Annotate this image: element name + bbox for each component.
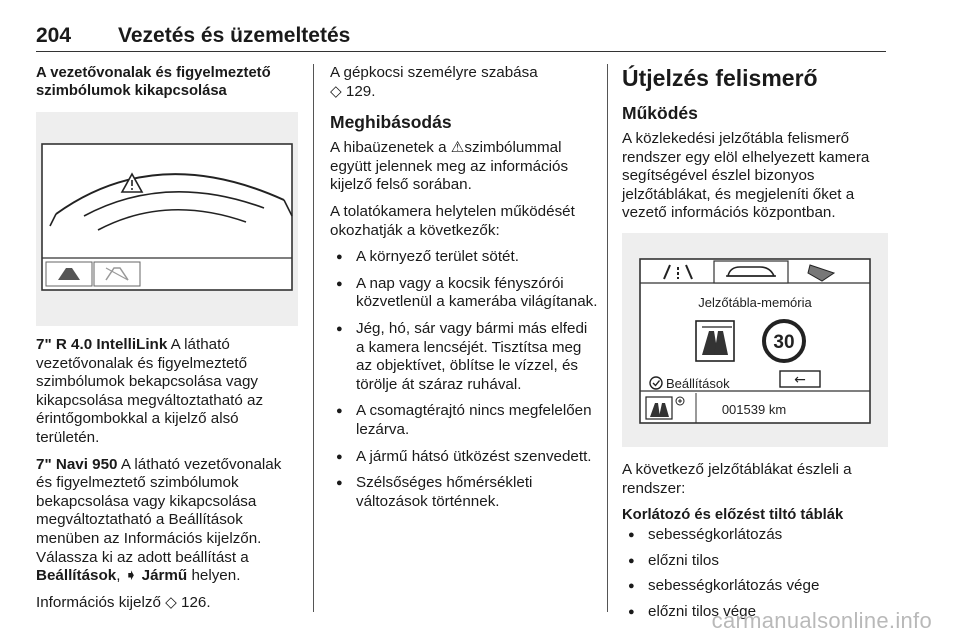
- screen-title: Jelzőtábla-memória: [698, 294, 812, 310]
- column-divider: [607, 64, 608, 612]
- list-item: ● Szélsőséges hőmérsékleti változások történnek.: [330, 474, 598, 511]
- causes-list: [330, 248, 598, 511]
- no-overtaking-end-sign-icon: [696, 321, 734, 361]
- arrow-icon: ➧: [124, 567, 138, 585]
- paragraph-text: A gépkocsi személyre szabása: [330, 64, 538, 81]
- paragraph-causes: A tolatókamera helytelen működését okozhatják a következők:: [330, 202, 575, 239]
- paragraph-text: Információs kijelző: [36, 593, 166, 611]
- paragraph-description: A közlekedési jelzőtábla felismerő rendszer egy elöl elhelyezett kamera segítségével észlel bizonyos jelzőtáblákat, és megjeleníti őket a vezető információs központban.: [622, 130, 870, 222]
- odometer-value: 001539 km: [721, 401, 787, 417]
- list-item: ● sebességkorlátozás vége: [622, 577, 890, 596]
- list-item: ● A nap vagy a kocsik fényszórói közvetlenül a kamerába világítanak.: [330, 275, 598, 312]
- paragraph-text: A látható vezetővonalak és figyelmeztető szimbólumok bekapcsolása vagy kikapcsolása megváltoztatható az érintőgombokkal a kijelző alsó területén.: [36, 336, 264, 446]
- section-heading-fault: Meghibásodás: [330, 112, 452, 133]
- list-item: ● előzni tilos vége: [622, 603, 890, 622]
- list-item: ● sebességkorlátozás: [622, 526, 890, 545]
- speed-limit-value: 30: [773, 331, 795, 353]
- traffic-sign-screen: [622, 233, 888, 447]
- speed-limit-sign-icon: [764, 321, 804, 361]
- page-reference-link[interactable]: ◇ 126.: [165, 593, 211, 611]
- paragraph-intellilink: [36, 336, 298, 448]
- paragraph-text: A hibaüzenetek a: [330, 139, 451, 157]
- settings-label: Beállítások: [666, 375, 730, 391]
- paragraph-text: helyen.: [187, 567, 241, 585]
- list-item: ● Jég, hó, sár vagy bármi más elfedi a kamera lencséjét. Tisztítsa meg az objektívet, öblítse le vízzel, és törölje át száraz ruhával.: [330, 320, 598, 394]
- section-heading-operation: Működés: [622, 103, 698, 123]
- list-item: ● A csomagtérajtó nincs megfelelően lezárva.: [330, 402, 598, 439]
- paragraph-detected-signs: A következő jelzőtáblákat észleli a rendszer:: [622, 460, 852, 497]
- paragraph-text: szimbólummal együtt jelennek meg az információs kijelző felső sorában.: [330, 139, 569, 194]
- watermark-text: carmanualsonline.info: [711, 608, 932, 633]
- column-left: [36, 64, 298, 620]
- paragraph-text: A látható vezetővonalak és figyelmeztető szimbólumok bekapcsolása vagy kikapcsolása megváltoztatható a Beállítások menüben az Információs kijelzőn. Válassza ki az adott beállítást a: [36, 455, 282, 566]
- back-arrow-icon: ←: [794, 371, 806, 388]
- section-subhead: A vezetővonalak és figyelmeztető szimbólumok kikapcsolása: [36, 65, 271, 99]
- bold-label: 7" Navi 950: [36, 455, 118, 473]
- traffic-sign-display-figure: [622, 233, 888, 447]
- list-subhead: Korlátozó és előzést tiltó táblák: [622, 507, 844, 524]
- paragraph-info-display: [36, 594, 298, 613]
- bold-label: 7" R 4.0 IntelliLink: [36, 336, 168, 353]
- separator: ,: [116, 567, 125, 585]
- rear-camera-figure: [36, 112, 298, 326]
- list-item: ● A környező terület sötét.: [330, 248, 598, 267]
- page-heading: Vezetés és üzemeltetés: [118, 24, 351, 47]
- list-item: ● előzni tilos: [622, 552, 890, 571]
- page-header: [36, 22, 886, 52]
- menu-vehicle-label: Jármű: [141, 567, 188, 585]
- section-title: Útjelzés felismerő: [622, 65, 818, 91]
- paragraph-navi: [36, 456, 298, 586]
- list-item: ● A jármű hátsó ütközést szenvedett.: [330, 448, 598, 467]
- column-middle: [330, 64, 598, 519]
- page-number: 204: [36, 24, 72, 47]
- menu-settings-label: Beállítások: [36, 567, 117, 585]
- rear-camera-illustration: [36, 112, 298, 326]
- paragraph-error-messages: [330, 139, 598, 195]
- paragraph-personalization: [330, 64, 598, 101]
- column-divider: [313, 64, 314, 612]
- page-reference-link[interactable]: ◇ 129.: [330, 82, 376, 100]
- column-right: [622, 64, 890, 629]
- warning-triangle-icon: ⚠: [450, 139, 465, 157]
